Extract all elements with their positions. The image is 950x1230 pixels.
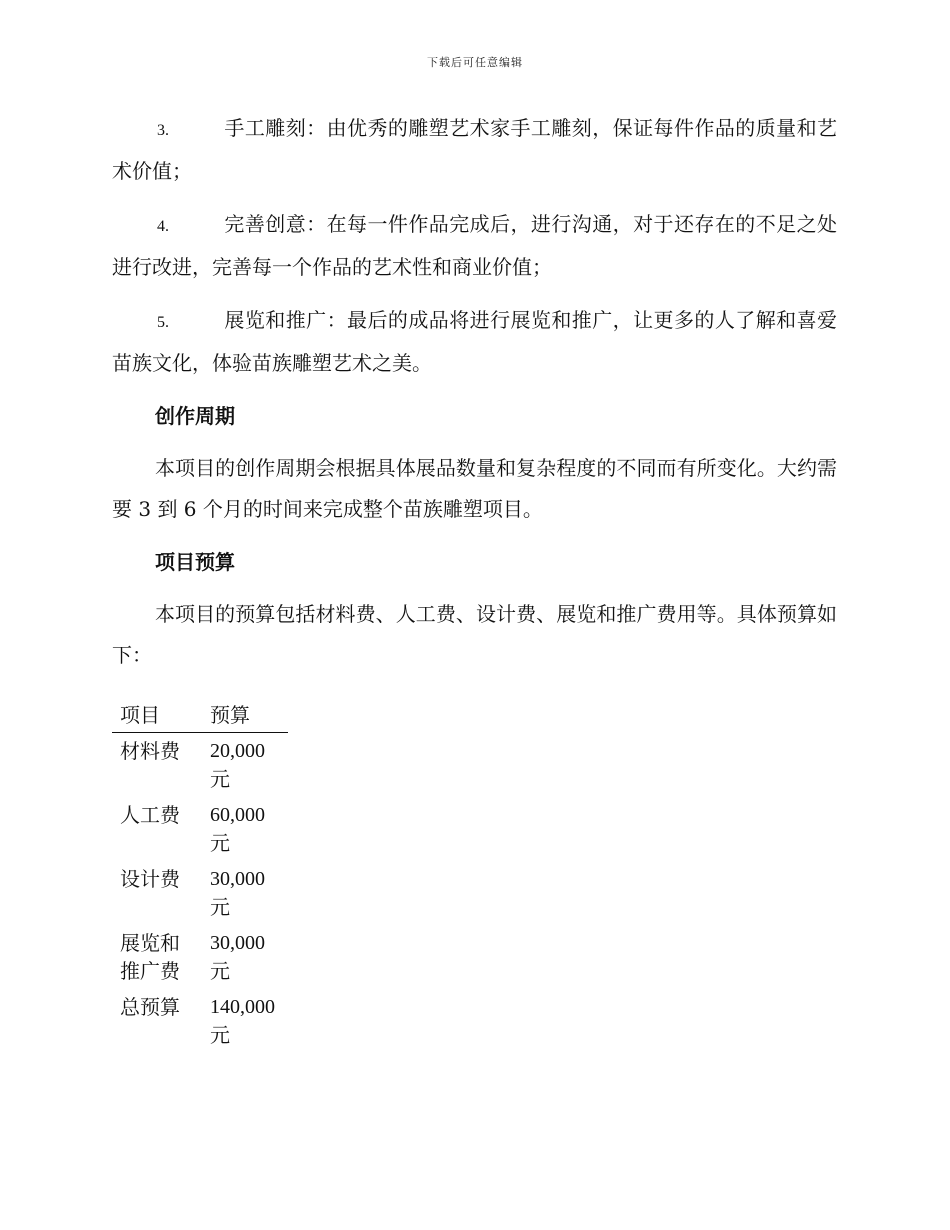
item-cell: 人工费 bbox=[120, 803, 180, 827]
amount-cell bbox=[202, 925, 288, 989]
list-item-text: 完善创意：在每一件作品完成后，进行沟通，对于还存在的不足之处进行改进，完善每一个作品的艺术性和商业价值； bbox=[112, 212, 837, 279]
list-item-text: 展览和推广：最后的成品将进行展览和推广，让更多的人了解和喜爱苗族文化，体验苗族雕塑艺术之美。 bbox=[112, 308, 837, 375]
amount-unit: 元 bbox=[210, 959, 230, 983]
item-cell: 总预算 bbox=[120, 995, 180, 1019]
amount-value: 20,000 bbox=[210, 740, 265, 762]
list-item-4 bbox=[112, 204, 837, 288]
list-number: 4. bbox=[157, 218, 169, 235]
list-number: 5. bbox=[157, 314, 169, 331]
amount-cell bbox=[202, 733, 288, 798]
budget-paragraph: 本项目的预算包括材料费、人工费、设计费、展览和推广费用等。具体预算如下： bbox=[112, 602, 837, 667]
table-row bbox=[112, 925, 288, 989]
cycle-paragraph: 本项目的创作周期会根据具体展品数量和复杂程度的不同而有所变化。大约需要 3 到 6 个月的时间来完成整个苗族雕塑项目。 bbox=[112, 456, 837, 521]
table-row bbox=[112, 797, 288, 861]
list-item-text: 手工雕刻：由优秀的雕塑艺术家手工雕刻，保证每件作品的质量和艺术价值； bbox=[112, 116, 837, 183]
amount-unit: 元 bbox=[210, 1023, 230, 1047]
item-cell: 材料费 bbox=[120, 739, 180, 763]
section-heading-cycle: 创作周期 bbox=[155, 404, 235, 428]
amount-cell bbox=[202, 861, 288, 925]
list-item-5 bbox=[112, 300, 837, 384]
document-body bbox=[112, 108, 837, 1053]
item-cell: 设计费 bbox=[120, 867, 180, 891]
amount-value: 140,000 bbox=[210, 996, 275, 1018]
list-number: 3. bbox=[157, 122, 169, 139]
amount-cell bbox=[202, 797, 288, 861]
amount-value: 30,000 bbox=[210, 932, 265, 954]
table-header-row bbox=[112, 700, 288, 733]
budget-table bbox=[112, 700, 288, 1053]
column-header-item: 项目 bbox=[112, 700, 202, 733]
amount-unit: 元 bbox=[210, 831, 230, 855]
section-heading-budget: 项目预算 bbox=[155, 550, 235, 574]
amount-unit: 元 bbox=[210, 767, 230, 791]
amount-unit: 元 bbox=[210, 895, 230, 919]
list-item-3 bbox=[112, 108, 837, 192]
amount-cell bbox=[202, 989, 288, 1053]
amount-value: 60,000 bbox=[210, 804, 265, 826]
column-header-budget: 预算 bbox=[202, 700, 288, 733]
table-row bbox=[112, 733, 288, 798]
amount-value: 30,000 bbox=[210, 868, 265, 890]
table-row bbox=[112, 861, 288, 925]
page-header: 下载后可任意编辑 bbox=[427, 56, 523, 69]
item-cell: 展览和推广费 bbox=[120, 931, 180, 983]
table-row bbox=[112, 989, 288, 1053]
